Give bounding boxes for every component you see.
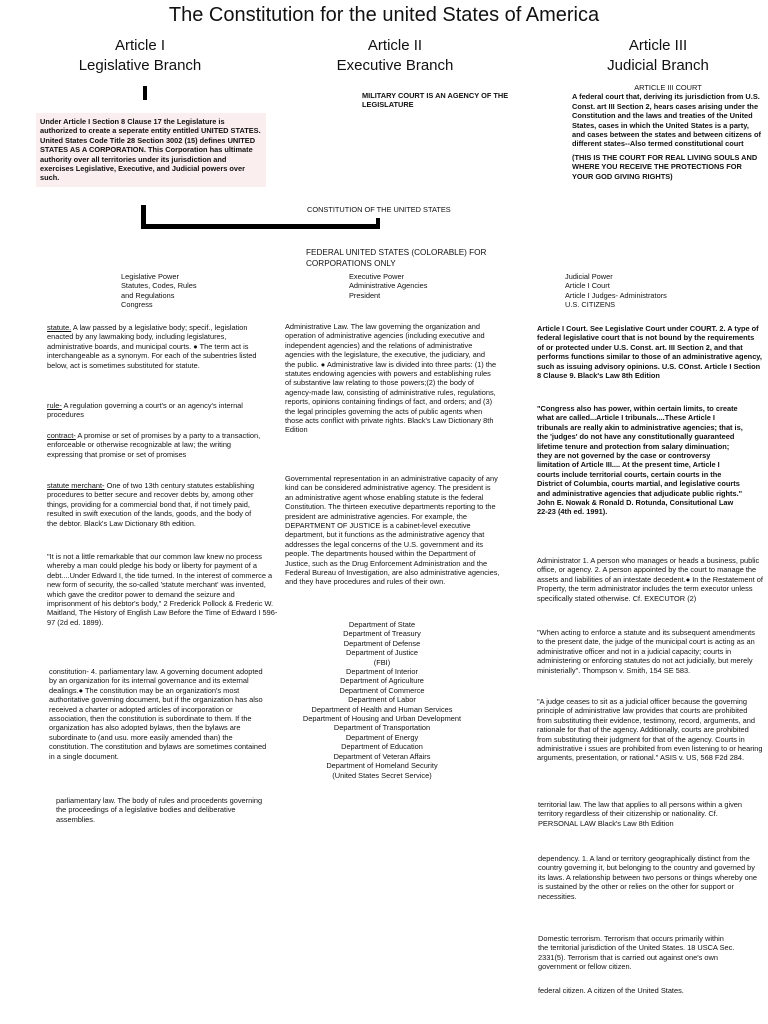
article-3-court-definition: A federal court that, deriving its jurisdiction from U.S. Const. art III Section 2, hears cases arising under the Constitution and the laws and treaties of the United States, cases in which the United States is a party, and cases between the states and between citizens of different states--Also termed constitutional court [572, 92, 761, 149]
department-item: Department of Treasury [343, 629, 421, 639]
department-item: (United States Secret Service) [332, 770, 432, 780]
rule-body: A regulation governing a court's or an agency's internal procedures [47, 401, 243, 420]
article-3-court-block [572, 83, 764, 181]
executive-power-line: Administrative Agencies [349, 281, 428, 291]
rule-definition [47, 401, 263, 420]
connector-short-line [143, 86, 147, 100]
statute-body: A law passed by a legislative body; specif., legislation enacted by any lawmaking body, including legislatures, administrative boards, and municipal courts. ● The term act is interchangeable as a synonym. For each of the subentries listed below, act is sometimes substituted for statute. [47, 323, 257, 370]
legislative-power-line: Legislative Power [121, 272, 179, 281]
judicial-power-list [565, 272, 735, 310]
department-item: Department of Labor [348, 695, 416, 705]
statute-definition [47, 323, 263, 370]
article-2-heading [315, 36, 475, 76]
domestic-terrorism-definition: Domestic terrorism. Terrorism that occurs primarily within the territorial jurisdiction of the United States. 18 USCA Sec. 2331(5). Terrorism that is carried out against one's own government or fellow citizen. [538, 934, 735, 972]
legislative-power-line: and Regulations [121, 290, 175, 300]
constitution-label: CONSTITUTION OF THE UNITED STATES [307, 205, 451, 214]
pollock-maitland-quote: "It is not a little remarkable that our common law knew no process whereby a man could pledge his body or liberty for payment of a debt....Under Edward I, the tide turned. In the interest of commerce a new form of security, the so-called 'statute merchant' was invented, which gave the creditor power to demand the seizure and imprisonment of his debtor's body," 2 Frederick Pollock & Frederic W. Maitland, The History of English Law Before the Time of Edward I 596-97 (2d ed. 1899). [47, 552, 278, 627]
federal-label: FEDERAL UNITED STATES (COLORABLE) FOR CORPORATIONS ONLY [306, 248, 487, 268]
governmental-representation-text: Governmental representation in an administrative capacity of any kind can be considered administrative agency. The president is an administrative agent whose enabling statute is the federal Constitution. The thirteen executive departments reporting to the president are administrative agencies. For example, the DEPARTMENT OF JUSTICE is a cabinet-level executive department, but it functions as the administrative agency that addresses the legal concerns of the U.S. government and its people. The departments housed within the Department of Justice, such as the Drug Enforcement Administration and the Federal Bureau of Investigation, are also administrative agencies, and they have procedures and rules of their own. [285, 474, 500, 587]
statute-merchant-body: One of two 13th century statutes establishing procedures to better secure and recover debts by, among other things, providing for a commercial bond that, if not timely paid, resulted in swift execution of the lands, goods, and the body of the debtor. Black's Law Dictionary 8th edition. [47, 481, 255, 528]
military-court-note: MILITARY COURT IS AN AGENCY OF THE LEGISLATURE [362, 91, 509, 110]
contract-body: A promise or set of promises by a party to a transaction, enforceable or otherwise recognizable at law; the writing expressing that promise or set of promises [47, 431, 261, 459]
department-item: Department of Energy [345, 732, 419, 742]
executive-power-line: President [349, 290, 381, 300]
contract-term: contract- [47, 431, 76, 440]
article-1-heading [60, 36, 220, 76]
dependency-definition: dependency. 1. A land or territory geographically distinct from the country governing it, but belonging to the country and governed by its laws. A relationship between two persons or things whereby one is sustained by the other or relies on the other for support or necessities. [538, 854, 757, 901]
article-3-branch: Judicial Branch [607, 57, 709, 74]
administrative-law-definition: Administrative Law. The law governing the organization and operation of administrative agencies (including executive and independent agencies) and the relations of administrative agencies with the legislature, the executive, the judiciary, and the public. ● Administrative law is divided into three parts: (1) the statutes endowing agencies with powers and establishing rules of substantive law relating to those powers;(2) the body of agency-made law, consisting of administrative rules, regulations, reports, opinions containing findings of fact, and orders; and (3) the legal principles governing the acts of public agents when those acts conflict with private rights. Black's Law Dictionary 8th Edition [285, 322, 497, 435]
article-1-court-definition: Article I Court. See Legislative Court under COURT. 2. A type of federal legislative court that is not bound by the requirements of or protected under U.S. Const. art. III Section 2, and that performs functions similar to those of an administrative agency, such as issuing advisory opinions. U.S. COnst. Article I Section 8 Clause 9. Black's Law 8th Edition [537, 324, 762, 381]
department-item: Department of Agriculture [340, 676, 424, 686]
article-3-heading [578, 36, 738, 76]
department-item: Department of Homeland Security [326, 761, 438, 771]
department-item: Department of Education [341, 742, 423, 752]
judicial-power-line: Article I Court [565, 281, 610, 291]
article-1-branch: Legislative Branch [78, 57, 202, 74]
contract-definition [47, 431, 263, 459]
legislative-power-line: Statutes, Codes, Rules [121, 281, 197, 291]
article-3-court-heading: ARTICLE III COURT [634, 83, 702, 92]
asis-v-us-quote: "A judge ceases to sit as a judicial officer because the governing principle of administrative law provides that courts are prohibited from substituting their evidence, testimony, record, arguments, and rationale for that of the agency. Additionally, courts are prohibited from substituting their judgment for that of the agency. Courts in administrative i ssues are prohibited from even listening to or hearing arguments, presentation, or rational." ASIS v. US, 568 F2d 284. [537, 697, 763, 763]
department-item: Department of Defense [343, 638, 421, 648]
department-item: Department of Housing and Urban Development [302, 714, 462, 724]
legislative-power-list [121, 272, 271, 310]
article-3-court-note: (THIS IS THE COURT FOR REAL LIVING SOULS AND WHERE YOU RECEIVE THE PROTECTIONS FOR YOUR GOD GIVING RIGHTS) [572, 152, 758, 181]
article-1-number: Article I [114, 37, 165, 54]
department-item: Department of Commerce [339, 685, 425, 695]
department-item: Department of Justice [346, 648, 418, 658]
department-item: Department of Health and Human Services [311, 704, 453, 714]
department-item: Department of Transportation [333, 723, 431, 733]
department-item: Department of Interior [346, 667, 418, 677]
thompson-v-smith-quote: "When acting to enforce a statute and its subsequent amendments to the present date, the judge of the municipal court is acting as an administrative officer and not in a judicial capacity; courts in administering or enforcing statutes do not act judicially, but merely ministerially". Thompson v. Smith, 154 SE 583. [537, 628, 755, 675]
statute-merchant-term: statute merchant- [47, 481, 105, 490]
article-1-entity-box: Under Article I Section 8 Clause 17 the Legislature is authorized to create a seperate entity entitled UNITED STATES. United States Code Title 28 Section 3002 (15) defines UNITED STATES AS A CORPORATION. This Corporation has ultimate authority over all territories under its jurisdiction and exercises Legislative, Executive, and Judicial powers over such. [36, 113, 266, 187]
executive-power-list [349, 272, 499, 300]
department-item: Department of Veteran Affairs [333, 751, 431, 761]
judicial-power-line: Article I Judges- Administrators [565, 290, 667, 300]
department-item: Department of State [348, 620, 416, 629]
statute-merchant-definition [47, 481, 263, 528]
statute-term: statute. [47, 323, 72, 332]
department-list [282, 620, 482, 780]
rule-term: rule- [47, 401, 62, 410]
administrator-definition: Administrator 1. A person who manages or heads a business, public office, or agency. 2. A person appointed by the court to manage the assets and liabilities of an intestate decedent.● In the Restatement of Property, the term administrator includes the term executor unless specifically stated otherwise. Cf. EXECUTOR (2) [537, 556, 763, 603]
territorial-law-definition: territorial law. The law that applies to all persons within a given territory regardless of their citizenship or nationality. Cf. PERSONAL LAW Black's Law 8th Edition [538, 800, 743, 828]
parliamentary-law-definition: parliamentary law. The body of rules and procedents governing the proceedings of a legislative bodies and deliberative assemblies. [56, 796, 263, 824]
constitution-definition: constitution- 4. parliamentary law. A governing document adopted by an organization for its internal governance and its external dealings.● The constitution may be an organization's most authoritative governing document, but if the organization has also received a charter or adopted articles of incorporation or association, then the constitution is subordinate to them. If the organization has also adopted bylaws, then the bylaws are subordinate to (and usu. more easily amended than) the constitution. The constitution and bylaws are sometimes contained in a single document. [49, 667, 267, 761]
judicial-power-line: U.S. CITIZENS [565, 300, 616, 310]
judicial-power-line: Judicial Power [565, 272, 613, 281]
executive-power-line: Executive Power [349, 272, 405, 281]
legislative-power-line: Congress [121, 300, 153, 310]
department-item: (FBI) [373, 657, 391, 667]
article-2-number: Article II [367, 37, 423, 54]
article-2-branch: Executive Branch [336, 57, 454, 74]
article-3-number: Article III [628, 37, 688, 54]
bracket-horizontal [141, 224, 380, 229]
congress-power-quote: "Congress also has power, within certain limits, to create what are called...Article I tribunals....These Article I tribunals are really akin to administrative agencies; that is, the 'judges' do not have any constitutionally guaranteed lifetime tenure and protection from salary diminuation; they are not governed by the case or controversy limitation of Article III.... At the present time, Article I courts include territorial courts, certain courts in the District of Columbia, courts martial, and legislative courts and administrative agencies that adjudicate public rights." John E. Nowak & Ronald D. Rotunda, Consitutional Law 22-23 (4th ed. 1991). [537, 404, 743, 517]
federal-citizen-definition: federal citizen. A citizen of the United States. [538, 986, 684, 995]
bracket-vertical-right [376, 218, 380, 229]
page-title: The Constitution for the united States of America [168, 4, 600, 26]
